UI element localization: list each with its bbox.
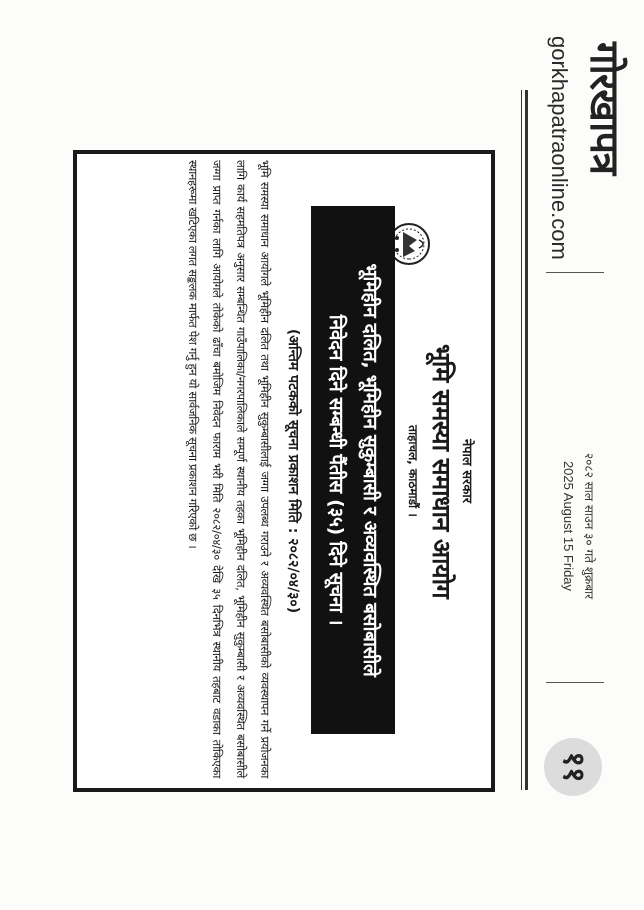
header-divider [546, 272, 604, 273]
notice-body-text: भूमि समस्या समाधान आयोगले भूमिहीन दलित तथा भूमिहीन सुकुम्बासीलाई जग्गा उपलब्ध गराउने र अव्यवस्थित बसोबासीको व्यवस्थापन गर्ने प्रयोजनका लागि कार्य सहमतिपत्र अनुसार सम्बन्धित गाउँपालिका/नगरपालिकाले सम्पूर्ण स्थानीय तहका भूमिहीन दलित, भूमिहीन सुकुम्बासी र अव्यवस्थित बसोबासीले जग्गा प्राप्त गर्नका लागि आयोगले तोकेको ढाँचा बमोजिम निवेदन फाराम भरी मिति २०८२/०४/३० देखि ३५ दिनभित्र स्थानीय तहबाट वडाका तोकिएका स्थानहरूमा खटिएका लगत सङ्कलक मार्फत पेश गर्नु हुन यो सार्वजनिक सूचना प्रकाशन गरिएको छ । [186, 160, 272, 778]
header-divider [546, 682, 604, 683]
headline-line-1: भूमिहीन दलित, भूमिहीन सुकुम्बासी र अव्यवस्थित बसोबासीले [359, 263, 381, 677]
date-english: 2025 August 15 Friday [561, 460, 576, 592]
government-label: नेपाल सरकार [459, 438, 474, 504]
header-rule [525, 90, 528, 790]
headline-line-2: निवेदन दिने सम्बन्धी पैंतीस (३५) दिने सूचना । [325, 314, 347, 626]
publication-date: (अन्तिम पटकको सूचना प्रकाशन मिति : २०८२/०४/३०) [285, 328, 301, 614]
website-url: gorkhapatraonline.com [547, 36, 572, 260]
office-location: ताहाचल, काठमाडौं । [406, 425, 420, 517]
public-notice-box [73, 150, 495, 792]
commission-title: भूमि समस्या समाधान आयोग [427, 343, 456, 599]
page-number-badge: ११ [544, 738, 602, 796]
newspaper-brand: गोरखापत्र [581, 42, 628, 175]
notice-body [181, 160, 277, 778]
date-nepali: २०८२ साल साउन ३० गते शुक्रबार [582, 452, 596, 600]
header-rule-thin [521, 90, 522, 790]
notice-headline-bar [311, 206, 395, 734]
